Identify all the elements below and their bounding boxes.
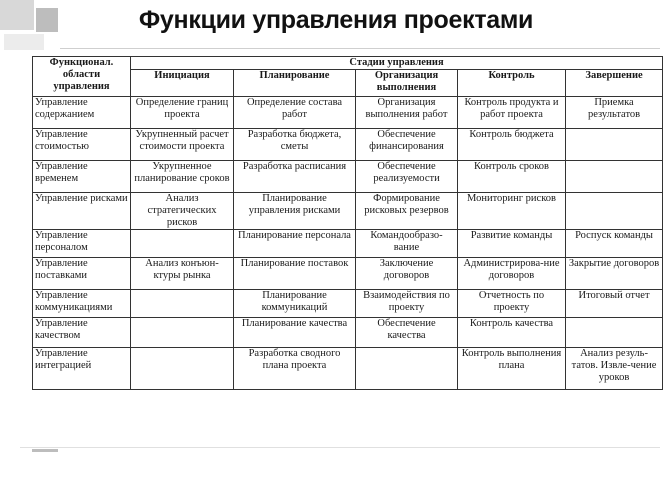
table-cell: Разработка сводного плана проекта: [234, 348, 356, 390]
table-cell: Мониторинг рисков: [458, 193, 566, 230]
table-cell: Укрупненный расчет стоимости проекта: [131, 129, 234, 161]
table-cell: Планирование коммуникаций: [234, 290, 356, 318]
stage-header: Инициация: [131, 70, 234, 97]
table-cell: Организация выполнения работ: [356, 97, 458, 129]
stage-header: Планирование: [234, 70, 356, 97]
table-cell: Контроль бюджета: [458, 129, 566, 161]
table-cell: Планирование управления рисками: [234, 193, 356, 230]
page-title: Функции управления проектами: [138, 6, 534, 34]
table-cell: Формирование рисковых резервов: [356, 193, 458, 230]
table-cell: Обеспечение финансирования: [356, 129, 458, 161]
stage-header: Контроль: [458, 70, 566, 97]
table-cell: Приемка результатов: [566, 97, 663, 129]
area-cell: Управление качеством: [33, 318, 131, 348]
table-cell: Планирование поставок: [234, 258, 356, 290]
divider: [20, 447, 660, 448]
table-cell: [131, 318, 234, 348]
table-cell: Анализ резуль-татов. Извле-чение уроков: [566, 348, 663, 390]
area-cell: Управление персоналом: [33, 230, 131, 258]
area-cell: Управление поставками: [33, 258, 131, 290]
table-cell: Контроль сроков: [458, 161, 566, 193]
table-cell: Контроль выполнения плана: [458, 348, 566, 390]
table-cell: Анализ конъюн-ктуры рынка: [131, 258, 234, 290]
stage-header: Завершение: [566, 70, 663, 97]
table-cell: Закрытие договоров: [566, 258, 663, 290]
table-cell: [566, 193, 663, 230]
table-cell: Взаимодействия по проекту: [356, 290, 458, 318]
table-cell: [131, 230, 234, 258]
table-row: [33, 97, 663, 129]
area-cell: Управление интеграцией: [33, 348, 131, 390]
table-cell: Обеспечение реализуемости: [356, 161, 458, 193]
table-cell: Развитие команды: [458, 230, 566, 258]
table-cell: Обеспечение качества: [356, 318, 458, 348]
table-cell: [566, 161, 663, 193]
table-cell: [356, 348, 458, 390]
table-row: [33, 193, 663, 230]
table-cell: Анализ стратегических рисков: [131, 193, 234, 230]
area-cell: Управление содержанием: [33, 97, 131, 129]
table-row: [33, 161, 663, 193]
area-header: Функционал. области управления: [33, 57, 131, 97]
table-cell: Разработка бюджета, сметы: [234, 129, 356, 161]
table-row: [33, 230, 663, 258]
table-row: [33, 348, 663, 390]
area-cell: Управление стоимостью: [33, 129, 131, 161]
table-cell: Заключение договоров: [356, 258, 458, 290]
table-cell: Итоговый отчет: [566, 290, 663, 318]
table-cell: Контроль качества: [458, 318, 566, 348]
table-cell: Контроль продукта и работ проекта: [458, 97, 566, 129]
table-cell: Отчетность по проекту: [458, 290, 566, 318]
stages-header: Стадии управления: [131, 57, 663, 70]
table-cell: Планирование качества: [234, 318, 356, 348]
table-row: [33, 129, 663, 161]
table-row: [33, 318, 663, 348]
area-cell: Управление рисками: [33, 193, 131, 230]
table-cell: [131, 290, 234, 318]
table-row: [33, 258, 663, 290]
table-cell: Укрупненное планирование сроков: [131, 161, 234, 193]
table-cell: [131, 348, 234, 390]
table-row: [33, 290, 663, 318]
area-cell: Управление коммуникациями: [33, 290, 131, 318]
deco-square: [4, 34, 44, 50]
table-cell: [566, 318, 663, 348]
table-cell: Планирование персонала: [234, 230, 356, 258]
divider: [60, 48, 660, 49]
table-cell: Определение границ проекта: [131, 97, 234, 129]
stage-header: Организация выполнения: [356, 70, 458, 97]
table-cell: [566, 129, 663, 161]
table-cell: Определение состава работ: [234, 97, 356, 129]
footnote-mark: [32, 449, 58, 452]
table-cell: Командообразо-вание: [356, 230, 458, 258]
functions-table: [32, 56, 663, 390]
table-cell: Разработка расписания: [234, 161, 356, 193]
table-cell: Роспуск команды: [566, 230, 663, 258]
area-cell: Управление временем: [33, 161, 131, 193]
table-cell: Администрирова-ние договоров: [458, 258, 566, 290]
